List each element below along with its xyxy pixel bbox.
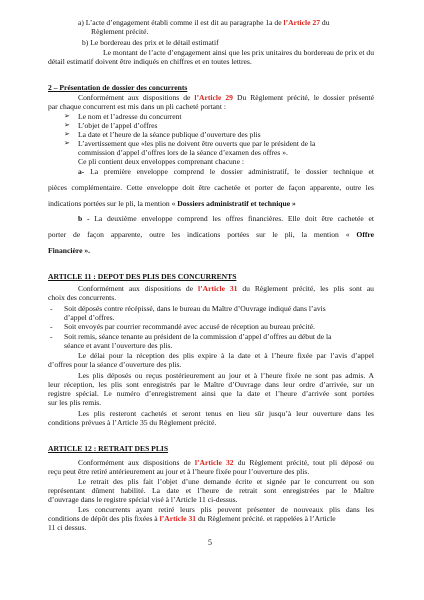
retrait-line-1: Le retrait des plis fait l’objet d’une demande écrite et signée par le concurrent ou son [78, 477, 374, 486]
depot-item-line: Soit envoyés par courrier recommandé avec accusé de réception au bureau précité. [64, 322, 315, 331]
deposes-line-2: leur réception, les plis sont enregistrés par le Maître d’Ouvrage dans leur ordre d’arrivée, sur un [48, 380, 374, 389]
page-number: 5 [208, 538, 212, 547]
sec2-intro-line-2: par chaque concurrent est mis dans un pli cacheté portant : [48, 102, 226, 111]
delai-line-1: Le délai pour la réception des plis expire à la date et à l’heure fixée par l’avis d’appel [78, 351, 374, 360]
acte-engagement-line: a) L’acte d’engagement établi comme il est dit au paragraphe 1a de l’Article 27 du [78, 18, 330, 27]
retrait-line-3: d’ouvrage dans le registre spécial visé à l’Article 11 ci-dessus. [48, 495, 238, 504]
article-29-ref: l’Article 29 [194, 93, 233, 102]
art11-intro-line-2: choix des concurrents. [48, 293, 117, 302]
article-32-ref: l’Article 32 [194, 458, 234, 467]
bullet-item: Le nom et l’adresse du concurrent [78, 112, 182, 121]
deposes-line-3: registre spécial. Le numéro d’enregistrement ainsi que la date et l’heure d’arrivée sont portées [48, 389, 374, 398]
bullet-item: L’objet de l’appel d’offres [78, 121, 158, 130]
resteront-line-2: conditions prévues à l’Article 35 du Règlement précité. [48, 418, 217, 427]
pli-contient-line: Ce pli contient deux enveloppes comprenant chacune : [78, 157, 244, 166]
depot-item-line: séance et avant l’ouverture des plis. [64, 341, 173, 350]
montant-line-1: Le montant de l’acte d’engagement ainsi que les prix unitaires du bordereau de prix et du [103, 48, 374, 57]
bullet-item-continued: commission d’appel d’offres lors de la séance d’examen des offres ». [78, 148, 288, 157]
env-a-line-1: a- La première enveloppe comprend le dossier administratif, le dossier technique et [78, 167, 374, 176]
deposes-line-1: Les plis déposés ou reçus postérieurement au jour et à l’heure fixée ne sont pas admis. A [78, 371, 374, 380]
acte-engagement-line-2: Règlement précité. [91, 27, 149, 36]
resteront-line-1: Les plis resteront cachetés et seront tenus en lieu sûr jusqu’à leur ouverture dans les [78, 409, 374, 418]
article-31-ref: l’Article 31 [197, 284, 238, 293]
arrow-bullet-icon: ➢ [64, 139, 71, 147]
art12-intro-line-1: Conformément aux dispositions de l’Article 32 du Règlement précité, tout pli déposé ou [78, 458, 374, 467]
retrait-line-2: représentant dûment habilité. La date et l’heure de retrait sont enregistrées par le Maître [48, 486, 374, 495]
arrow-bullet-icon: ➢ [64, 112, 71, 120]
depot-item-line: Soit déposés contre récépissé, dans le bureau du Maître d’Ouvrage indiqué dans l’avis [64, 304, 326, 313]
deposes-line-4: sur les plis remis. [48, 398, 102, 407]
depot-item-line: Soit remis, séance tenante au président de la commission d’appel d’offres au début de la [64, 332, 332, 341]
depot-item-line: d’appel d’offres. [64, 313, 115, 322]
env-a-line-3: indications portées sur le pli, la mention « Dossiers administratif et technique » [48, 199, 296, 208]
dash-bullet: - [50, 304, 53, 313]
env-b-line-2: porter de façon apparente, outre les indications portées sur le pli, la mention « Offre [48, 230, 374, 239]
article-12-heading: ARTICLE 12 : RETRAIT DES PLIS [48, 444, 169, 453]
sec2-intro-line-1: Conformément aux dispositions de l’Article 29 Du Règlement précité, le dossier présenté [78, 93, 374, 102]
delai-line-2: d’offres pour la séance d’ouverture des plis. [48, 360, 182, 369]
env-a-line-2: pièces complémentaire. Cette enveloppe doit être cachetée et porter de façon apparente, outre les [48, 183, 374, 192]
env-b-line-1: b - La deuxième enveloppe comprend les offres financières. Elle doit être cachetée et [78, 214, 374, 223]
bordereau-line: b) Le bordereau des prix et le détail estimatif [82, 38, 219, 47]
montant-line-2: détail estimatif doivent être indiqués en chiffres et en toutes lettres. [48, 57, 252, 66]
article-27-ref: l’Article 27 [283, 18, 320, 27]
section-2-heading: 2 – Présentation de dossier des concurrents [48, 83, 188, 92]
art11-intro-line-1: Conformément aux dispositions de l’Article 31 du Règlement précité, les plis sont au [78, 284, 374, 293]
article-31-ref: l’Article 31 [159, 514, 197, 523]
concurrents-line-1: Les concurrents ayant retiré leurs plis peuvent présenter de nouveaux plis dans les [78, 505, 374, 514]
bullet-item: La date et l’heure de la séance publique d’ouverture des plis [78, 130, 261, 139]
concurrents-line-2: conditions de dépôt des plis fixées à l’Article 31 du Règlement précité. et rappelées à l’Article [48, 514, 336, 523]
concurrents-line-3: 11 ci dessus. [48, 523, 87, 532]
arrow-bullet-icon: ➢ [64, 121, 71, 129]
env-b-line-3: Financière ». [48, 246, 91, 255]
bullet-item: L’avertissement que «les plis ne doivent être ouverts que par le président de la [78, 139, 316, 148]
dash-bullet: - [50, 332, 53, 341]
arrow-bullet-icon: ➢ [64, 130, 71, 138]
article-11-heading: ARTICLE 11 : DEPOT DES PLIS DES CONCURRENTS [48, 272, 237, 281]
art12-intro-line-2: reçu peut être retiré antérieurement au jour et à l’heure fixée pour l’ouverture des plis. [48, 467, 310, 476]
dash-bullet: - [50, 322, 53, 331]
